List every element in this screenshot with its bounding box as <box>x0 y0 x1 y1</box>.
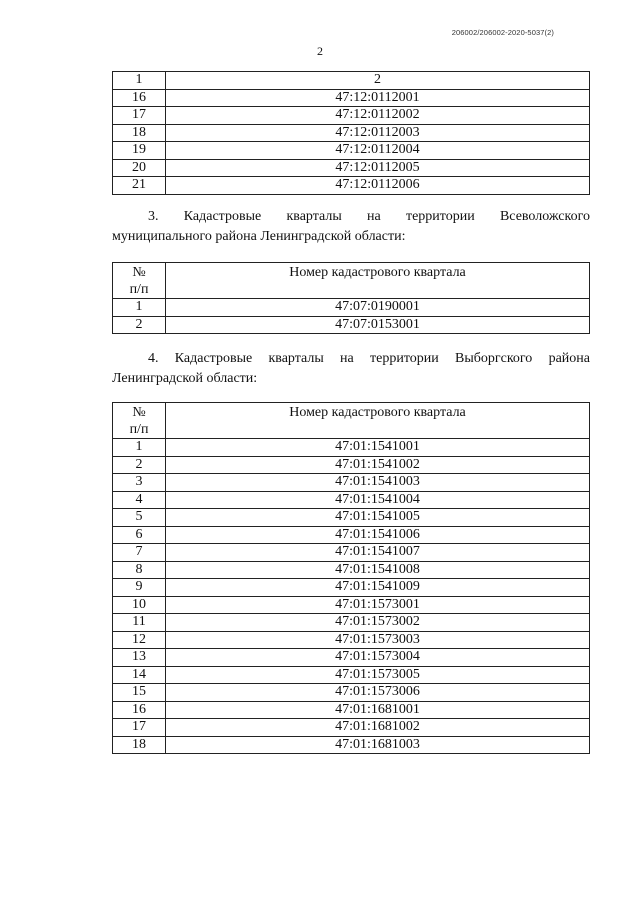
cadastral-quarter-cell: 47:01:1681002 <box>166 719 590 737</box>
page-number: 2 <box>317 44 323 58</box>
table-row <box>113 299 590 317</box>
row-number-cell: 16 <box>113 701 166 719</box>
row-number-cell: 12 <box>113 631 166 649</box>
row-number-cell: 3 <box>113 474 166 492</box>
cadastral-quarter-cell: 47:07:0190001 <box>166 299 590 317</box>
row-number-cell: 2 <box>113 316 166 334</box>
row-number-cell: 4 <box>113 491 166 509</box>
row-number-cell: 1 <box>113 439 166 457</box>
cadastral-quarter-cell: 47:07:0153001 <box>166 316 590 334</box>
table-row <box>113 456 590 474</box>
section-3-line-2: муниципального района Ленинградской области: <box>112 229 406 244</box>
table-row <box>113 666 590 684</box>
cadastral-quarter-cell: 47:12:0112005 <box>166 159 590 177</box>
table-row <box>113 561 590 579</box>
row-number-cell: 9 <box>113 579 166 597</box>
cadastral-quarter-cell: 47:12:0112003 <box>166 124 590 142</box>
number-sign: № <box>132 405 146 420</box>
cadastral-quarter-cell: 47:01:1541005 <box>166 509 590 527</box>
column-quarter-header: 2 <box>166 72 590 90</box>
table-row <box>113 159 590 177</box>
row-number-cell: 6 <box>113 526 166 544</box>
cadastral-quarter-cell: 47:01:1681003 <box>166 736 590 754</box>
row-number-cell: 19 <box>113 142 166 160</box>
row-number-cell: 1 <box>113 299 166 317</box>
column-quarter-header: Номер кадастрового квартала <box>166 403 590 439</box>
cadastral-quarter-cell: 47:12:0112006 <box>166 177 590 195</box>
item-abbrev: п/п <box>129 422 149 437</box>
table-row <box>113 509 590 527</box>
section-3-heading <box>112 207 590 247</box>
vsevolozhsky-cadastral-table <box>112 262 590 334</box>
row-number-cell: 15 <box>113 684 166 702</box>
cadastral-quarter-cell: 47:01:1681001 <box>166 701 590 719</box>
row-number-cell: 5 <box>113 509 166 527</box>
table-header-row <box>113 263 590 299</box>
cadastral-quarter-cell: 47:12:0112001 <box>166 89 590 107</box>
cadastral-table-continued <box>112 71 590 195</box>
cadastral-quarter-cell: 47:12:0112002 <box>166 107 590 125</box>
table-row <box>113 544 590 562</box>
row-number-cell: 20 <box>113 159 166 177</box>
column-number-header: 1 <box>113 72 166 90</box>
table-row <box>113 177 590 195</box>
table-row <box>113 142 590 160</box>
table-row <box>113 89 590 107</box>
table-row <box>113 491 590 509</box>
number-sign: № <box>132 265 146 280</box>
column-quarter-header: Номер кадастрового квартала <box>166 263 590 299</box>
row-number-cell: 17 <box>113 719 166 737</box>
cadastral-quarter-cell: 47:01:1573005 <box>166 666 590 684</box>
cadastral-quarter-cell: 47:01:1541004 <box>166 491 590 509</box>
row-number-cell: 21 <box>113 177 166 195</box>
cadastral-quarter-cell: 47:01:1573002 <box>166 614 590 632</box>
item-abbrev: п/п <box>129 282 149 297</box>
table-row <box>113 124 590 142</box>
table-row <box>113 614 590 632</box>
section-4-heading <box>112 349 590 389</box>
cadastral-quarter-cell: 47:01:1541009 <box>166 579 590 597</box>
section-3-line-1: 3. Кадастровые кварталы на территории Всеволожского <box>148 209 590 224</box>
row-number-cell: 14 <box>113 666 166 684</box>
row-number-cell: 18 <box>113 124 166 142</box>
cadastral-quarter-cell: 47:01:1573003 <box>166 631 590 649</box>
row-number-cell: 11 <box>113 614 166 632</box>
table-row <box>113 526 590 544</box>
table-row <box>113 439 590 457</box>
table-header-row <box>113 72 590 90</box>
table-row <box>113 684 590 702</box>
cadastral-quarter-cell: 47:01:1541003 <box>166 474 590 492</box>
row-number-cell: 2 <box>113 456 166 474</box>
row-number-cell: 8 <box>113 561 166 579</box>
vyborg-cadastral-table <box>112 402 590 754</box>
table-row <box>113 474 590 492</box>
table-header-row <box>113 403 590 439</box>
cadastral-quarter-cell: 47:01:1573001 <box>166 596 590 614</box>
cadastral-quarter-cell: 47:01:1541002 <box>166 456 590 474</box>
table-row <box>113 596 590 614</box>
cadastral-quarter-cell: 47:01:1573006 <box>166 684 590 702</box>
table-row <box>113 649 590 667</box>
cadastral-quarter-cell: 47:01:1541001 <box>166 439 590 457</box>
document-id: 206002/206002-2020-5037(2) <box>451 28 554 37</box>
row-number-cell: 17 <box>113 107 166 125</box>
table-row <box>113 579 590 597</box>
cadastral-quarter-cell: 47:12:0112004 <box>166 142 590 160</box>
table-row <box>113 107 590 125</box>
column-number-header <box>113 403 166 439</box>
table-row <box>113 736 590 754</box>
table-row <box>113 316 590 334</box>
cadastral-quarter-cell: 47:01:1541007 <box>166 544 590 562</box>
table-row <box>113 631 590 649</box>
row-number-cell: 16 <box>113 89 166 107</box>
section-4-line-1: 4. Кадастровые кварталы на территории Выборгского района <box>148 351 590 366</box>
cadastral-quarter-cell: 47:01:1541008 <box>166 561 590 579</box>
cadastral-quarter-cell: 47:01:1573004 <box>166 649 590 667</box>
row-number-cell: 18 <box>113 736 166 754</box>
section-4-line-2: Ленинградской области: <box>112 371 258 386</box>
row-number-cell: 13 <box>113 649 166 667</box>
row-number-cell: 10 <box>113 596 166 614</box>
row-number-cell: 7 <box>113 544 166 562</box>
table-row <box>113 719 590 737</box>
table-row <box>113 701 590 719</box>
cadastral-quarter-cell: 47:01:1541006 <box>166 526 590 544</box>
column-number-header <box>113 263 166 299</box>
